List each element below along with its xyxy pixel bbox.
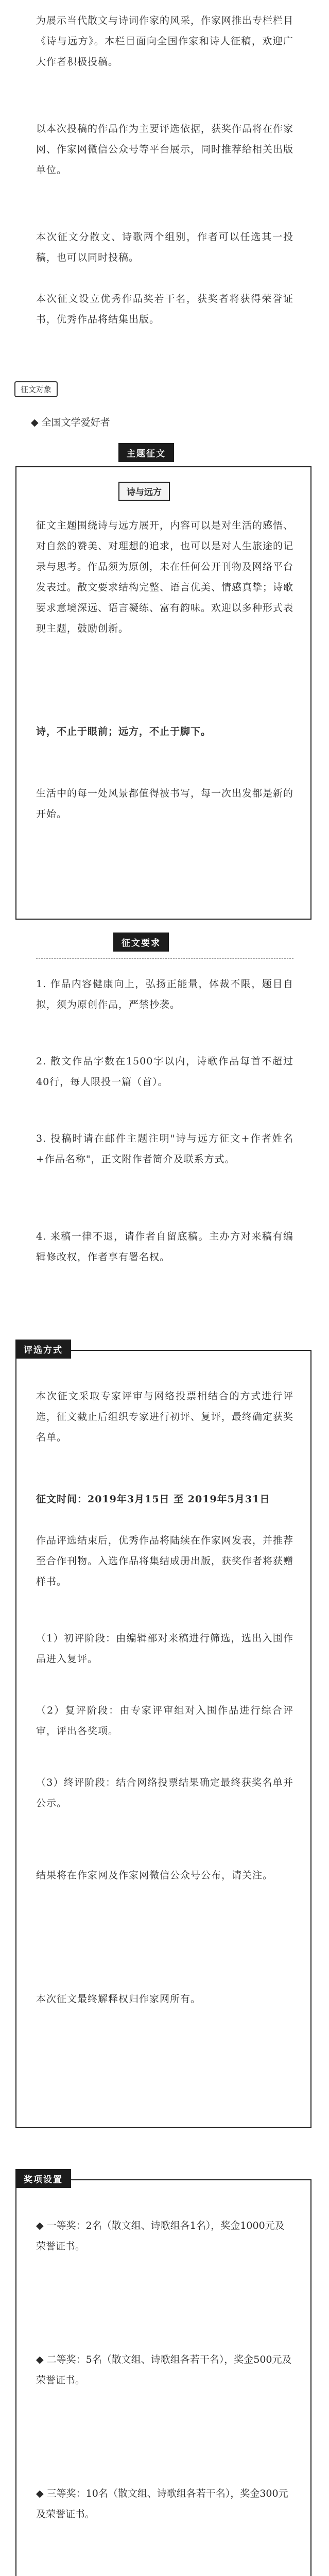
evaluation-tab: 评选方式: [15, 1340, 71, 1359]
evaluation-intro: 本次征文采取专家评审与网络投票相结合的方式进行评选，征文截止后组织专家进行初评、复评，最终确定获奖名单。: [36, 1391, 294, 1443]
prizes-tab: 奖项设置: [15, 2169, 71, 2188]
requirement-item-4: 4. 来稿一律不退，请作者自留底稿。主办方对来稿有编辑修改权，作者享有署名权。: [36, 1231, 293, 1263]
target-item: [31, 412, 288, 433]
diamond-icon: ◆: [36, 2488, 47, 2499]
intro-paragraph-1: 为展示当代散文与诗词作家的风采，作家网推出专栏栏目《诗与远方》。本栏目面向全国作家和诗人征稿，欢迎广大作者积极投稿。: [36, 15, 294, 67]
prize-item-1: [36, 2215, 293, 2257]
requirement-item-3: 3. 投稿时请在邮件主题注明"诗与远方征文+作者姓名+作品名称"，正文附作者简介及联系方式。: [36, 1133, 293, 1165]
prize-item-1-text: 一等奖：2名（散文组、诗歌组各1名），奖金1000元及荣誉证书。: [36, 2220, 285, 2252]
prize-item-3-text: 三等奖：10名（散文组、诗歌组各若干名），奖金300元及荣誉证书。: [36, 2488, 288, 2520]
theme-label-text: 诗与远方: [127, 487, 162, 498]
prize-item-2-text: 二等奖：5名（散文组、诗歌组各若干名），奖金500元及荣誉证书。: [36, 2354, 292, 2386]
theme-body: 征文主题围绕诗与远方展开，内容可以是对生活的感悟、对自然的赞美、对理想的追求，也可以是对人生旅途的记录与思考。作品须为原创，未在任何公开刊物及网络平台发表过。散文要求结构完整、语言优美、情感真挚；诗歌要求意境深远、语言凝练、富有韵味。欢迎以多种形式表现主题，鼓励创新。: [36, 520, 294, 634]
theme-quote: 诗，不止于眼前；远方，不止于脚下。: [36, 726, 212, 737]
evaluation-detail: 作品评选结束后，优秀作品将陆续在作家网发表，并推荐至合作刊物。入选作品将集结成册出版，获奖作者将获赠样书。: [36, 1535, 294, 1587]
evaluation-note: 结果将在作家网及作家网微信公众号公布，请关注。: [36, 1870, 273, 1881]
target-item-label: 全国文学爱好者: [41, 417, 110, 428]
theme-tab: 主题征文: [118, 443, 174, 462]
intro-paragraph-3: 本次征文分散文、诗歌两个组别，作者可以任选其一投稿，也可以同时投稿。: [36, 231, 293, 263]
evaluation-step-2: （2）复评阶段：由专家评审组对入围作品进行综合评审，评出各奖项。: [36, 1705, 293, 1737]
evaluation-step-3: （3）终评阶段：结合网络投票结果确定最终获奖名单并公示。: [36, 1777, 293, 1809]
evaluation-step-1: （1）初评阶段：由编辑部对来稿进行筛选，选出入围作品进入复评。: [36, 1633, 293, 1665]
intro-paragraph-4: 本次征文设立优秀作品奖若干名，获奖者将获得荣誉证书，优秀作品将结集出版。: [36, 293, 293, 325]
evaluation-schedule: 征文时间：2019年3月15日 至 2019年5月31日: [36, 1494, 270, 1505]
evaluation-final: 本次征文最终解释权归作家网所有。: [36, 1993, 201, 2005]
section-badge-target: 征文对象: [14, 381, 58, 397]
requirement-item-1: 1. 作品内容健康向上，弘扬正能量，体裁不限，题目自拟，须为原创作品，严禁抄袭。: [36, 978, 293, 1010]
intro-paragraph-2: 以本次投稿的作品作为主要评选依据，获奖作品将在作家网、作家网微信公众号等平台展示，同时推荐给相关出版单位。: [36, 123, 294, 176]
diamond-icon: ◆: [36, 2220, 47, 2231]
requirements-tab: 征文要求: [113, 933, 169, 952]
theme-label: [118, 482, 170, 501]
diamond-icon: ◆: [36, 2354, 47, 2365]
requirements-divider: [36, 958, 293, 959]
theme-closing: 生活中的每一处风景都值得被书写，每一次出发都是新的开始。: [36, 788, 294, 820]
prize-item-2: [36, 2349, 293, 2391]
requirement-item-2: 2. 散文作品字数在1500字以内，诗歌作品每首不超过40行，每人限投一篇（首）。: [36, 1056, 293, 1088]
prize-item-3: [36, 2483, 293, 2524]
diamond-icon: ◆: [31, 417, 42, 428]
